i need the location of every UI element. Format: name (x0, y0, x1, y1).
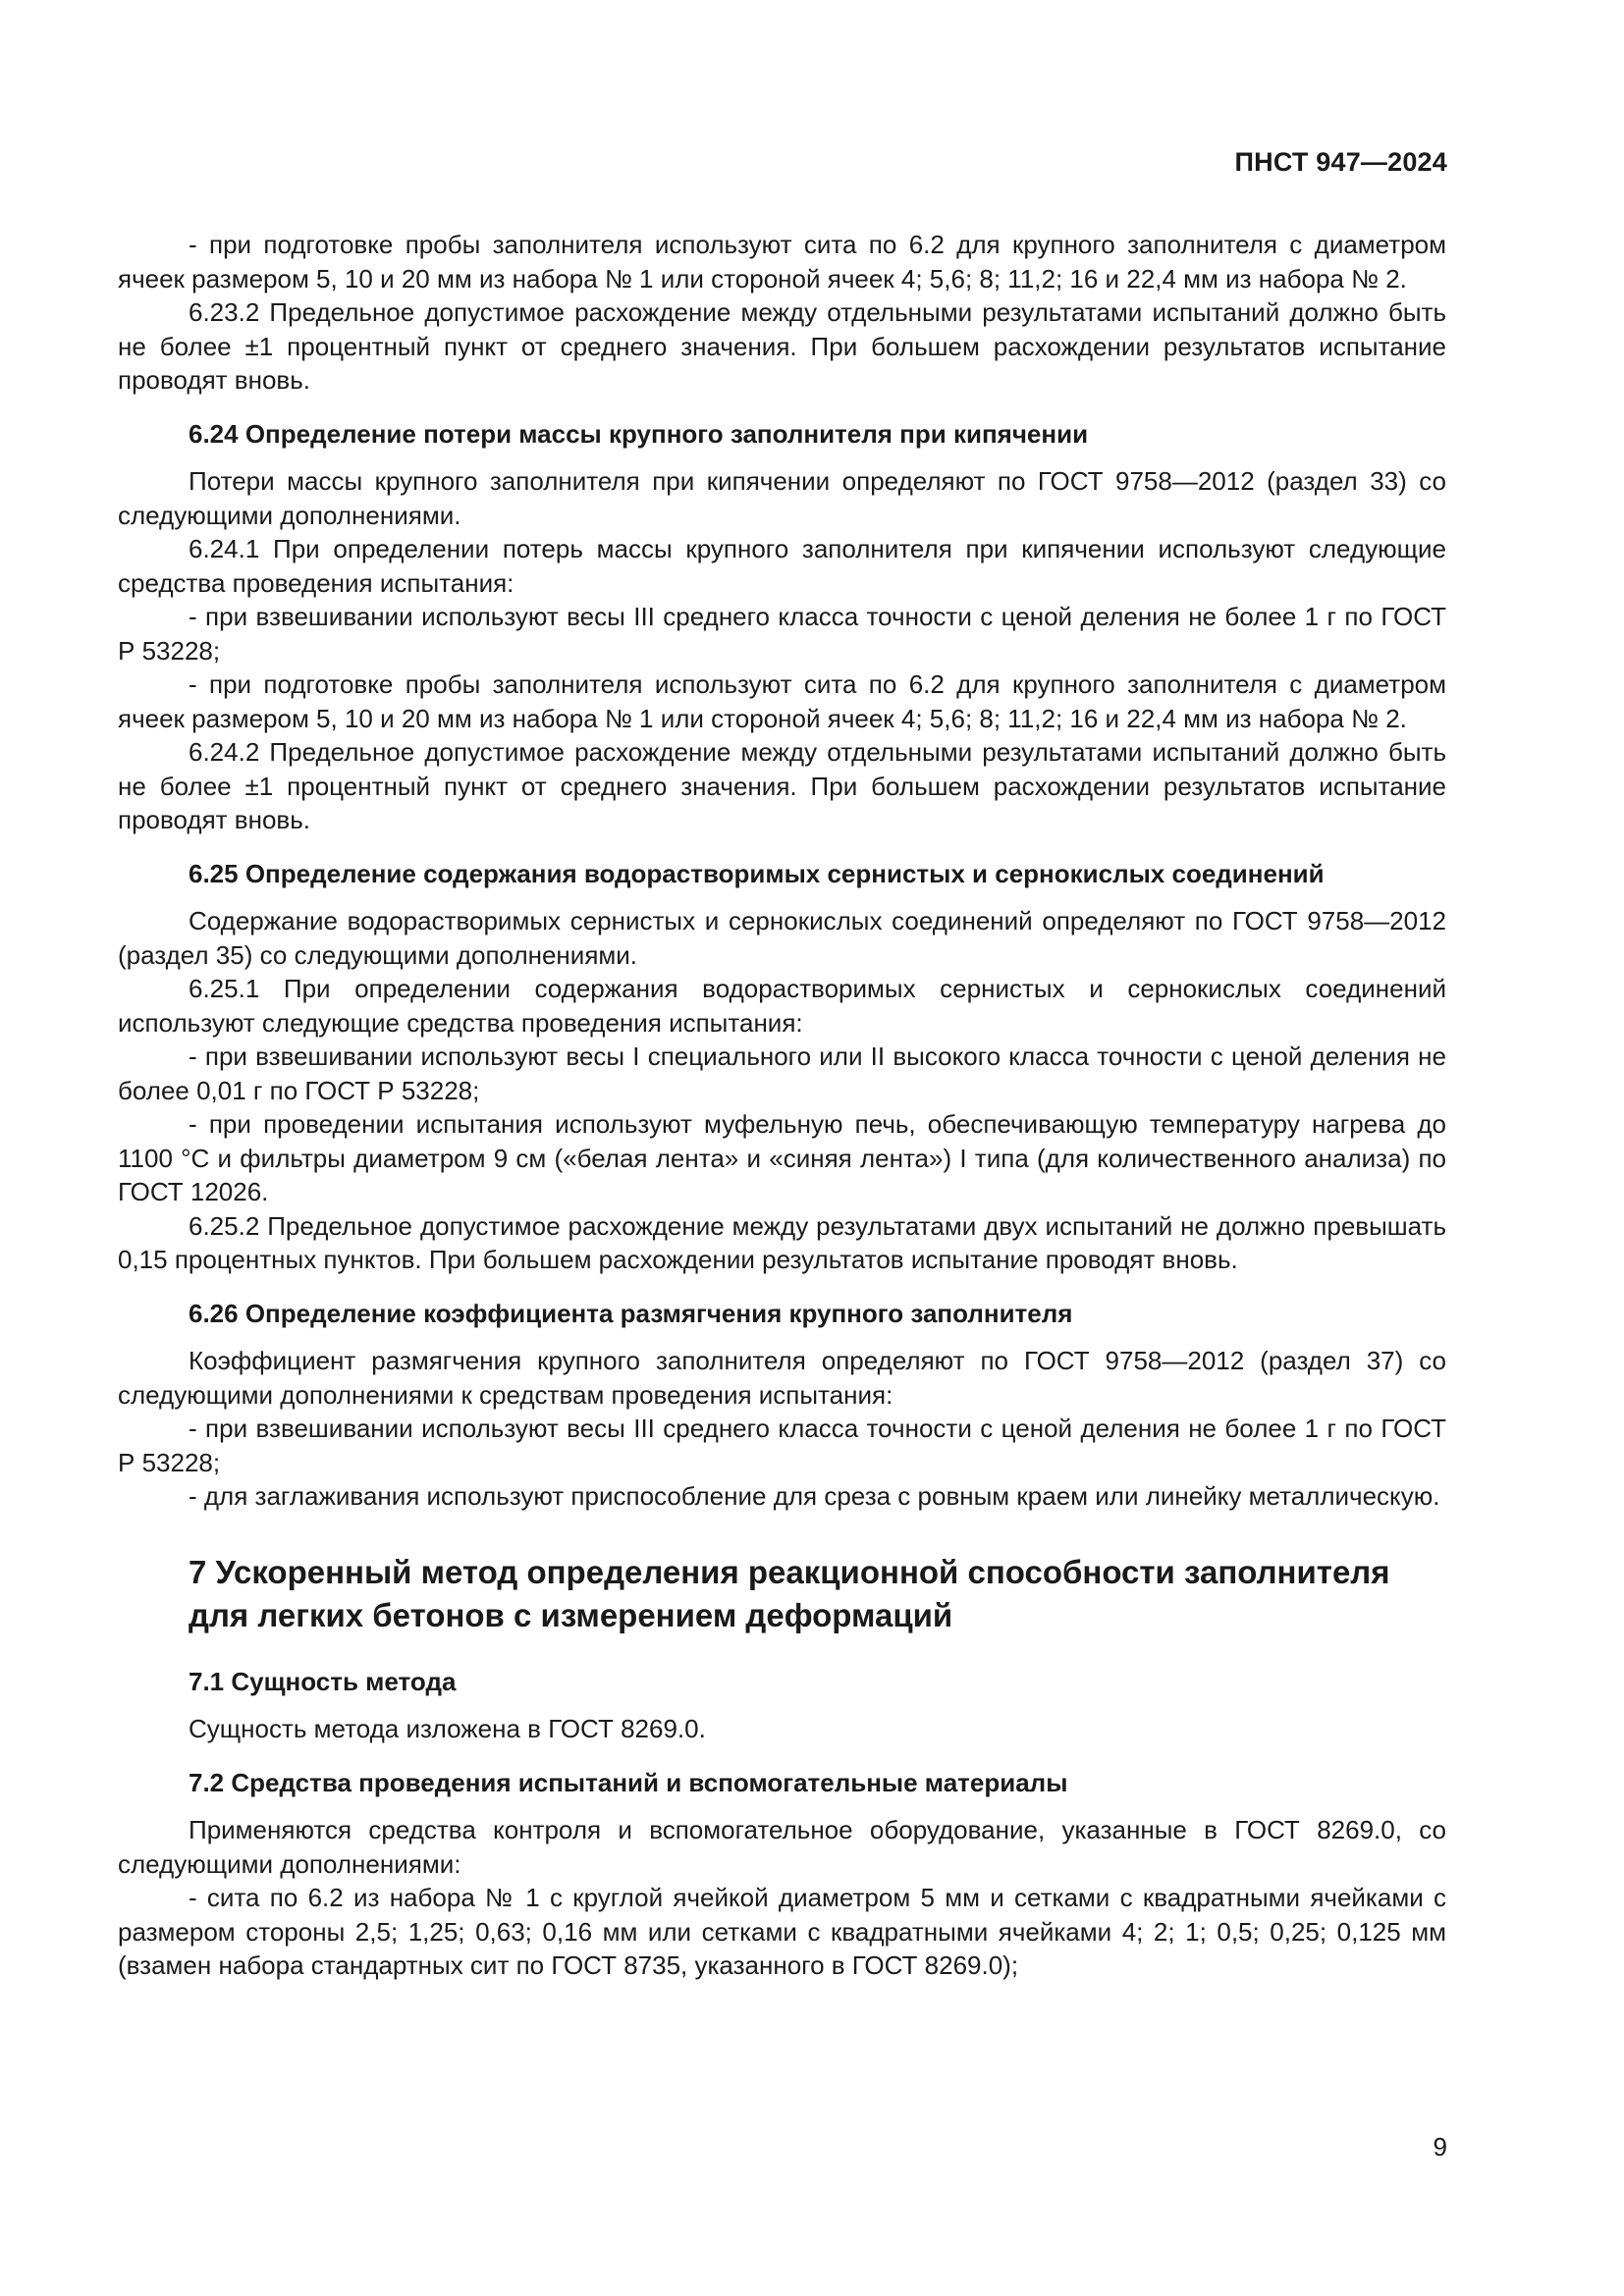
list-item: - сита по 6.2 из набора № 1 с круглой ячейкой диаметром 5 мм и сетками с квадратными ячейками с размером стороны 2,5; 1,25; 0,63; 0,16 мм или сетками с квадратными ячейками 4; 2; 1; 0,5; 0,25; 0,125 мм (взамен набора стандартных сит по ГОСТ 8735, указанного в ГОСТ 8269.0); (118, 1883, 1446, 1980)
paragraph: Применяются средства контроля и вспомогательное оборудование, указанные в ГОСТ 8269.0, со следующими дополнениями: (118, 1815, 1446, 1879)
paragraph: Сущность метода изложена в ГОСТ 8269.0. (189, 1714, 706, 1743)
paragraph: Коэффициент размягчения крупного заполнителя определяют по ГОСТ 9758—2012 (раздел 37) со следующими дополнениями к средствам проведения испытания: (118, 1346, 1446, 1410)
paragraph: 6.25.1 При определении содержания водорастворимых сернистых и сернокислых соединений используют следующие средства проведения испытания: (118, 974, 1446, 1038)
chapter-heading: 7 Ускоренный метод определения реакционной способности заполнителя для легких бетонов с измерением деформаций (189, 1553, 1390, 1633)
section-heading: 6.25 Определение содержания водорастворимых сернистых и сернокислых соединений (189, 858, 1325, 888)
paragraph: Потери массы крупного заполнителя при кипячении определяют по ГОСТ 9758—2012 (раздел 33) со следующими дополнениями. (118, 466, 1446, 530)
section-heading: 7.1 Сущность метода (189, 1666, 457, 1696)
list-item: - при подготовке пробы заполнителя используют сита по 6.2 для крупного заполнителя с диаметром ячеек размером 5, 10 и 20 мм из набора № 1 или стороной ячеек 4; 5,6; 8; 11,2; 16 и 22,4 мм из набора № 2. (118, 230, 1446, 294)
paragraph: 6.25.2 Предельное допустимое расхождение между результатами двух испытаний не должно превышать 0,15 процентных пунктов. При большем расхождении результатов испытание проводят вновь. (118, 1210, 1446, 1274)
page-number: 9 (1433, 2132, 1447, 2162)
list-item: - при взвешивании используют весы I специального или II высокого класса точности с ценой деления не более 0,01 г по ГОСТ Р 53228; (118, 1041, 1446, 1105)
document-code: ПНСТ 947—2024 (1234, 147, 1447, 177)
paragraph: 6.24.2 Предельное допустимое расхождение между отдельными результатами испытаний должно быть не более ±1 процентный пункт от среднего значения. При большем расхождении результатов испытание проводят вновь. (118, 737, 1446, 834)
list-item: - для заглаживания используют приспособление для среза с ровным краем или линейку металлическую. (189, 1481, 1440, 1511)
list-item: - при взвешивании используют весы III среднего класса точности с ценой деления не более 1 г по ГОСТ Р 53228; (118, 602, 1446, 666)
document-body (118, 228, 1446, 1983)
paragraph: 6.23.2 Предельное допустимое расхождение между отдельными результатами испытаний должно быть не более ±1 процентный пункт от среднего значения. При большем расхождении результатов испытание проводят вновь. (118, 297, 1446, 395)
paragraph: 6.24.1 При определении потерь массы крупного заполнителя при кипячении используют следующие средства проведения испытания: (118, 534, 1446, 598)
list-item: - при проведении испытания используют муфельную печь, обеспечивающую температуру нагрева до 1100 °С и фильтры диаметром 9 см («белая лента» и «синяя лента») I типа (для количественного анализа) по ГОСТ 12026. (118, 1109, 1446, 1206)
paragraph: Содержание водорастворимых сернистых и сернокислых соединений определяют по ГОСТ 9758—2012 (раздел 35) со следующими дополнениями. (118, 906, 1446, 970)
section-heading: 7.2 Средства проведения испытаний и вспомогательные материалы (189, 1767, 1068, 1797)
section-heading: 6.24 Определение потери массы крупного заполнителя при кипячении (189, 418, 1089, 449)
section-heading: 6.26 Определение коэффициента размягчения крупного заполнителя (189, 1298, 1073, 1328)
list-item: - при взвешивании используют весы III среднего класса точности с ценой деления не более 1 г по ГОСТ Р 53228; (118, 1414, 1446, 1477)
list-item: - при подготовке пробы заполнителя используют сита по 6.2 для крупного заполнителя с диаметром ячеек размером 5, 10 и 20 мм из набора № 1 или стороной ячеек 4; 5,6; 8; 11,2; 16 и 22,4 мм из набора № 2. (118, 669, 1446, 733)
